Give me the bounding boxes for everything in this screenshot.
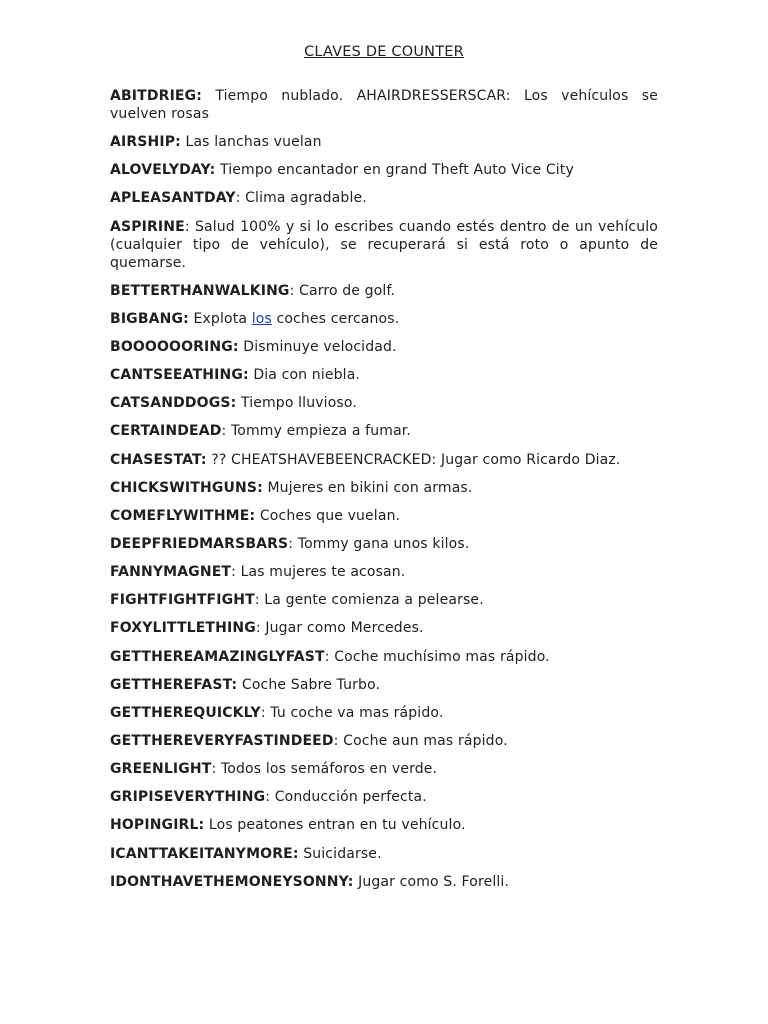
list-item — [110, 338, 658, 356]
cheat-code: FANNYMAGNET — [110, 564, 232, 581]
cheat-description: : Jugar como Mercedes. — [255, 620, 424, 637]
list-item — [110, 422, 658, 440]
list-item — [110, 648, 658, 666]
cheat-code: CHASESTAT: — [110, 451, 207, 468]
list-item — [110, 873, 658, 891]
cheat-code: GETTHEREVERYFASTINDEED — [110, 732, 334, 749]
cheat-code: COMEFLYWITHME: — [110, 507, 256, 524]
list-item — [110, 87, 658, 123]
list-item — [110, 704, 658, 722]
list-item — [110, 282, 658, 300]
list-item — [110, 619, 658, 637]
cheat-description: Jugar como S. Forelli. — [353, 873, 510, 890]
cheat-code: CATSANDDOGS: — [110, 395, 237, 412]
cheat-code: BIGBANG: — [110, 310, 189, 327]
cheat-description: Tiempo lluvioso. — [236, 395, 357, 412]
cheat-description: : Carro de golf. — [289, 282, 396, 299]
cheat-description: : Conducción perfecta. — [265, 789, 427, 806]
cheat-code: GETTHEREAMAZINGLYFAST — [110, 648, 325, 665]
cheat-description-before-link: Explota — [188, 310, 252, 327]
cheat-code: ICANTTAKEITANYMORE: — [110, 845, 299, 862]
cheat-code: GRIPISEVERYTHING — [110, 789, 266, 806]
page-title: CLAVES DE COUNTER — [304, 44, 464, 60]
cheat-description: Coches que vuelan. — [255, 507, 401, 524]
cheat-description: : La gente comienza a pelearse. — [254, 592, 484, 609]
list-item — [110, 479, 658, 497]
cheat-description: : Salud 100% y si lo escribes cuando estés dentro de un vehículo (cualquier tipo de vehículo), se recuperará si está roto o apunto de quemarse. — [110, 218, 658, 271]
list-item — [110, 366, 658, 384]
cheat-description: Las lanchas vuelan — [180, 134, 322, 151]
cheat-code: ALOVELYDAY: — [110, 162, 216, 179]
cheat-code: FOXYLITTLETHING — [110, 620, 256, 637]
list-item — [110, 507, 658, 525]
cheat-code: AIRSHIP: — [110, 134, 181, 151]
cheat-code-list — [110, 87, 658, 901]
list-item — [110, 816, 658, 834]
cheat-code: DEEPFRIEDMARSBARS — [110, 535, 289, 552]
list-item — [110, 218, 658, 272]
cheat-code: CHICKSWITHGUNS: — [110, 479, 263, 496]
cheat-code: GETTHEREFAST: — [110, 676, 238, 693]
list-item — [110, 451, 658, 469]
list-item — [110, 535, 658, 553]
cheat-code: FIGHTFIGHTFIGHT — [110, 592, 255, 609]
cheat-description: Disminuye velocidad. — [238, 338, 397, 355]
cheat-code: ABITDRIEG: — [110, 88, 203, 104]
list-item — [110, 676, 658, 694]
cheat-description: Suicidarse. — [298, 845, 382, 862]
cheat-description: : Las mujeres te acosan. — [231, 564, 406, 581]
list-item — [110, 563, 658, 581]
list-item — [110, 591, 658, 609]
cheat-code: CERTAINDEAD — [110, 423, 222, 440]
cheat-description: ?? CHEATSHAVEBEENCRACKED: Jugar como Ricardo Diaz. — [206, 451, 621, 468]
cheat-description: : Coche aun mas rápido. — [333, 732, 508, 749]
cheat-code: CANTSEEATHING: — [110, 367, 249, 384]
cheat-description: : Tu coche va mas rápido. — [260, 704, 444, 721]
cheat-code: GETTHEREQUICKLY — [110, 704, 261, 721]
list-item — [110, 133, 658, 151]
cheat-code: IDONTHAVETHEMONEYSONNY: — [110, 873, 354, 890]
cheat-description: Tiempo encantador en grand Theft Auto Vice City — [215, 162, 574, 179]
cheat-description: : Tommy empieza a fumar. — [221, 423, 412, 440]
list-item — [110, 845, 658, 863]
cheat-code: APLEASANTDAY — [110, 190, 236, 207]
cheat-description: : Coche muchísimo mas rápido. — [324, 648, 550, 665]
list-item — [110, 394, 658, 412]
cheat-description: Dia con niebla. — [248, 367, 361, 384]
cheat-code: BOOOOOORING: — [110, 338, 239, 355]
cheat-description-after-link: coches cercanos. — [271, 310, 400, 327]
cheat-code: ASPIRINE — [110, 218, 185, 235]
cheat-description: Los peatones entran en tu vehículo. — [204, 817, 466, 834]
cheat-description: : Tommy gana unos kilos. — [288, 535, 470, 552]
cheat-description: : Clima agradable. — [235, 190, 367, 207]
list-item — [110, 732, 658, 750]
list-item — [110, 189, 658, 207]
cheat-description: Mujeres en bikini con armas. — [262, 479, 473, 496]
cheat-code: BETTERTHANWALKING — [110, 282, 290, 299]
cheat-code: HOPINGIRL: — [110, 817, 205, 834]
cheat-description: Tiempo nublado. AHAIRDRESSERSCAR: Los vehículos se vuelven rosas — [110, 88, 658, 122]
list-item — [110, 760, 658, 778]
inline-link[interactable]: los — [251, 310, 272, 327]
list-item — [110, 310, 658, 328]
cheat-description: : Todos los semáforos en verde. — [211, 761, 438, 778]
list-item — [110, 161, 658, 179]
cheat-description: Coche Sabre Turbo. — [237, 676, 381, 693]
list-item — [110, 788, 658, 806]
cheat-code: GREENLIGHT — [110, 761, 212, 778]
